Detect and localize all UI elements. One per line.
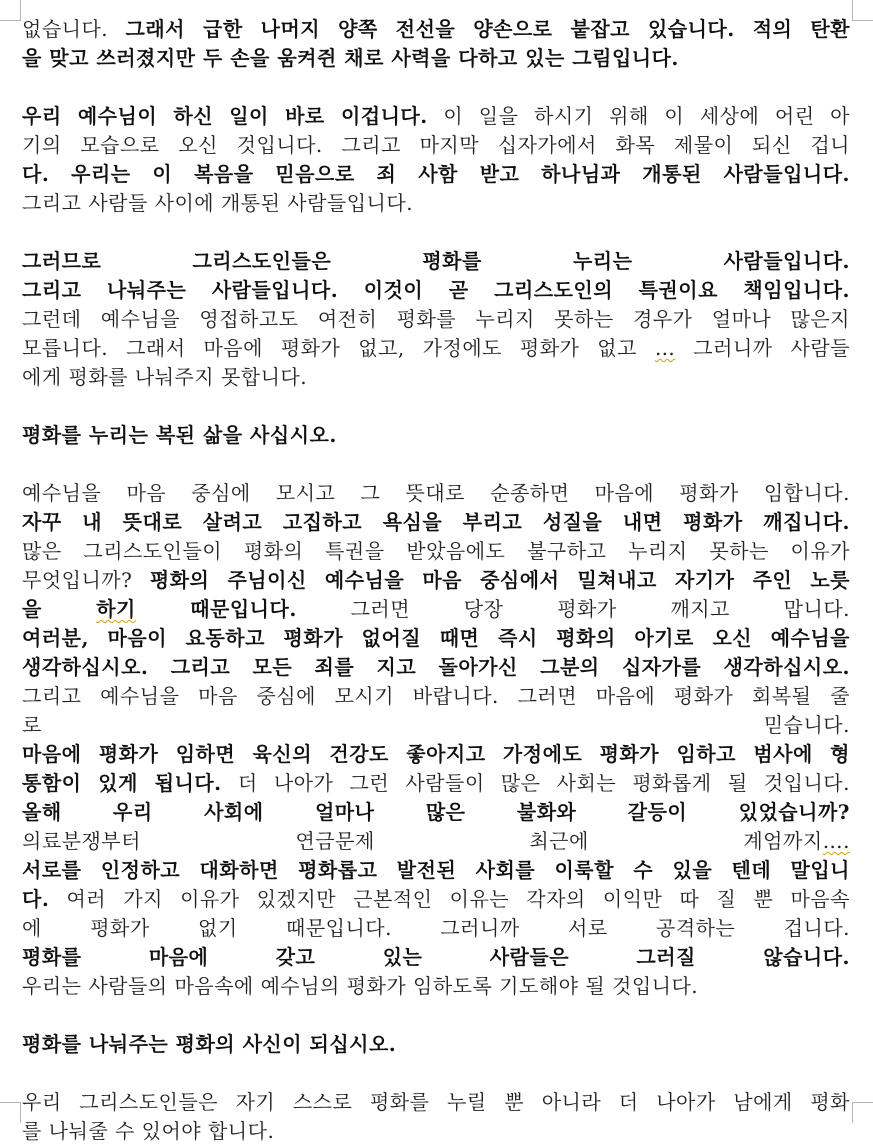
text-segment: 많은 그리스도인들이 평화의 특권을 받았음에도 불구하고 누리지 못하는 이유가 [22,539,850,563]
text-segment: … [654,336,676,360]
text-segment: 에 평화가 없기 때문입니다. 그러니까 서로 공격하는 겁니다. [22,916,850,940]
text-line [22,653,850,682]
text-line [22,943,850,972]
text-line [22,682,850,711]
text-line [22,798,850,827]
text-segment: 에게 평화를 나눠주지 못합니다. [22,365,308,389]
text-segment: 기의 모습으로 오신 것입니다. 그리고 마지막 십자가에서 화목 제물이 되신 겁니 [22,133,850,157]
bold-text-segment: 다. [22,887,50,911]
text-line [22,537,850,566]
text-line [22,914,850,943]
bold-text-segment: 여러분, 마음이 요동하고 평화가 없어질 때면 즉시 평화의 아기로 오신 예수님을 [22,626,850,650]
bold-text-segment: 다. 우리는 이 복음을 믿음으로 죄 사함 받고 하나님과 개통된 사람들입니다. [22,162,850,186]
text-line [22,247,850,276]
bold-text-segment: 때문입니다. [135,597,297,621]
text-line [22,1030,850,1059]
text-line [22,479,850,508]
text-line [22,189,850,218]
text-line [22,508,850,537]
bold-text-segment: 그래서 급한 나머지 양쪽 전선을 양손으로 붙잡고 있습니다. 적의 탄환 [125,17,851,41]
text-segment: 무엇입니까? [22,568,150,592]
crop-mark-bottom-right [852,1102,873,1123]
text-line [22,102,850,131]
bold-text-segment: 평화의 주님이신 예수님을 마음 중심에서 밀쳐내고 자기가 주인 노릇 [149,568,850,592]
bold-text-segment: 올해 우리 사회에 얼마나 많은 불화와 갈등이 있었습니까? [22,800,850,824]
bold-text-segment: 통함이 있게 됩니다. [22,771,222,795]
bold-text-segment: 을 [22,597,97,621]
bold-text-segment: 자꾸 내 뜻대로 살려고 고집하고 욕심을 부리고 성질을 내면 평화가 깨집니다. [22,510,850,534]
text-segment: 우리 그리스도인들은 자기 스스로 평화를 누릴 뿐 아니라 더 나아가 남에게 평화 [22,1090,850,1114]
text-segment: 의료분쟁부터 연금문제 최근에 계엄까지 [22,829,823,853]
bold-text-segment: 그러므로 그리스도인들은 평화를 누리는 사람들입니다. [22,249,850,273]
text-line [22,827,850,856]
bold-text-segment: 을 맞고 쓰러졌지만 두 손을 움켜쥔 채로 사력을 다하고 있는 그림입니다. [22,46,679,70]
text-segment: 없습니다. [22,17,126,41]
text-line [22,15,850,44]
text-line [22,885,850,914]
text-line [22,711,850,740]
text-line [22,363,850,392]
crop-mark-top-right [852,0,873,21]
text-segment: 로 믿습니다. [22,713,850,737]
text-line [22,44,850,73]
text-line [22,305,850,334]
text-segment: 이 일을 하시기 위해 이 세상에 어린 아 [427,104,850,128]
text-line [22,131,850,160]
bold-text-segment: 생각하십시오. 그리고 모든 죄를 지고 돌아가신 그분의 십자가를 생각하십시오. [22,655,850,679]
text-line [22,160,850,189]
text-segment: …. [822,829,850,853]
text-line [22,276,850,305]
crop-mark-top-left [0,0,21,21]
text-segment: 그런데 예수님을 영접하고도 여전히 평화를 누리지 못하는 경우가 얼마나 많은지 [22,307,850,331]
bold-text-segment: 서로를 인정하고 대화하면 평화롭고 발전된 사회를 이룩할 수 있을 텐데 말입니 [22,858,850,882]
text-line [22,972,850,1001]
text-line [22,334,850,363]
text-segment: 예수님을 마음 중심에 모시고 그 뜻대로 순종하면 마음에 평화가 임합니다. [22,481,850,505]
text-segment: 우리는 사람들의 마음속에 예수님의 평화가 임하도록 기도해야 될 것입니다. [22,974,699,998]
text-segment: 그러니까 사람들 [675,336,850,360]
bold-text-segment: 그리고 나눠주는 사람들입니다. 이것이 곧 그리스도인의 특권이요 책임입니다. [22,278,850,302]
bold-text-segment: 우리 예수님이 하신 일이 바로 이겁니다. [22,104,428,128]
text-line [22,624,850,653]
text-segment: 여러 가지 이유가 있겠지만 근본적인 이유는 각자의 이익만 따 질 뿐 마음속 [49,887,850,911]
text-line [22,421,850,450]
text-line [22,740,850,769]
bold-text-segment: 하기 [96,597,136,621]
text-line [22,566,850,595]
text-line [22,856,850,885]
bold-text-segment: 마음에 평화가 임하면 육신의 건강도 좋아지고 가정에도 평화가 임하고 범사에 형 [22,742,850,766]
bold-text-segment: 평화를 나눠주는 평화의 사신이 되십시오. [22,1032,397,1056]
bold-text-segment: 평화를 누리는 복된 삶을 사십시오. [22,423,337,447]
text-segment: 를 나눠줄 수 있어야 합니다. [22,1119,275,1143]
text-line [22,595,850,624]
text-segment: 그러면 당장 평화가 깨지고 맙니다. [296,597,850,621]
text-line [22,769,850,798]
text-segment: 더 나아가 그런 사람들이 많은 사회는 평화롭게 될 것입니다. [221,771,850,795]
text-line [22,1088,850,1117]
crop-mark-bottom-left [0,1102,21,1123]
text-line [22,1117,850,1146]
text-segment: 모릅니다. 그래서 마음에 평화가 없고, 가정에도 평화가 없고 [22,336,655,360]
text-segment: 그리고 예수님을 마음 중심에 모시기 바랍니다. 그러면 마음에 평화가 회복될 줄 [22,684,850,708]
bold-text-segment: 평화를 마음에 갖고 있는 사람들은 그러질 않습니다. [22,945,850,969]
text-segment: 그리고 사람들 사이에 개통된 사람들입니다. [22,191,414,215]
